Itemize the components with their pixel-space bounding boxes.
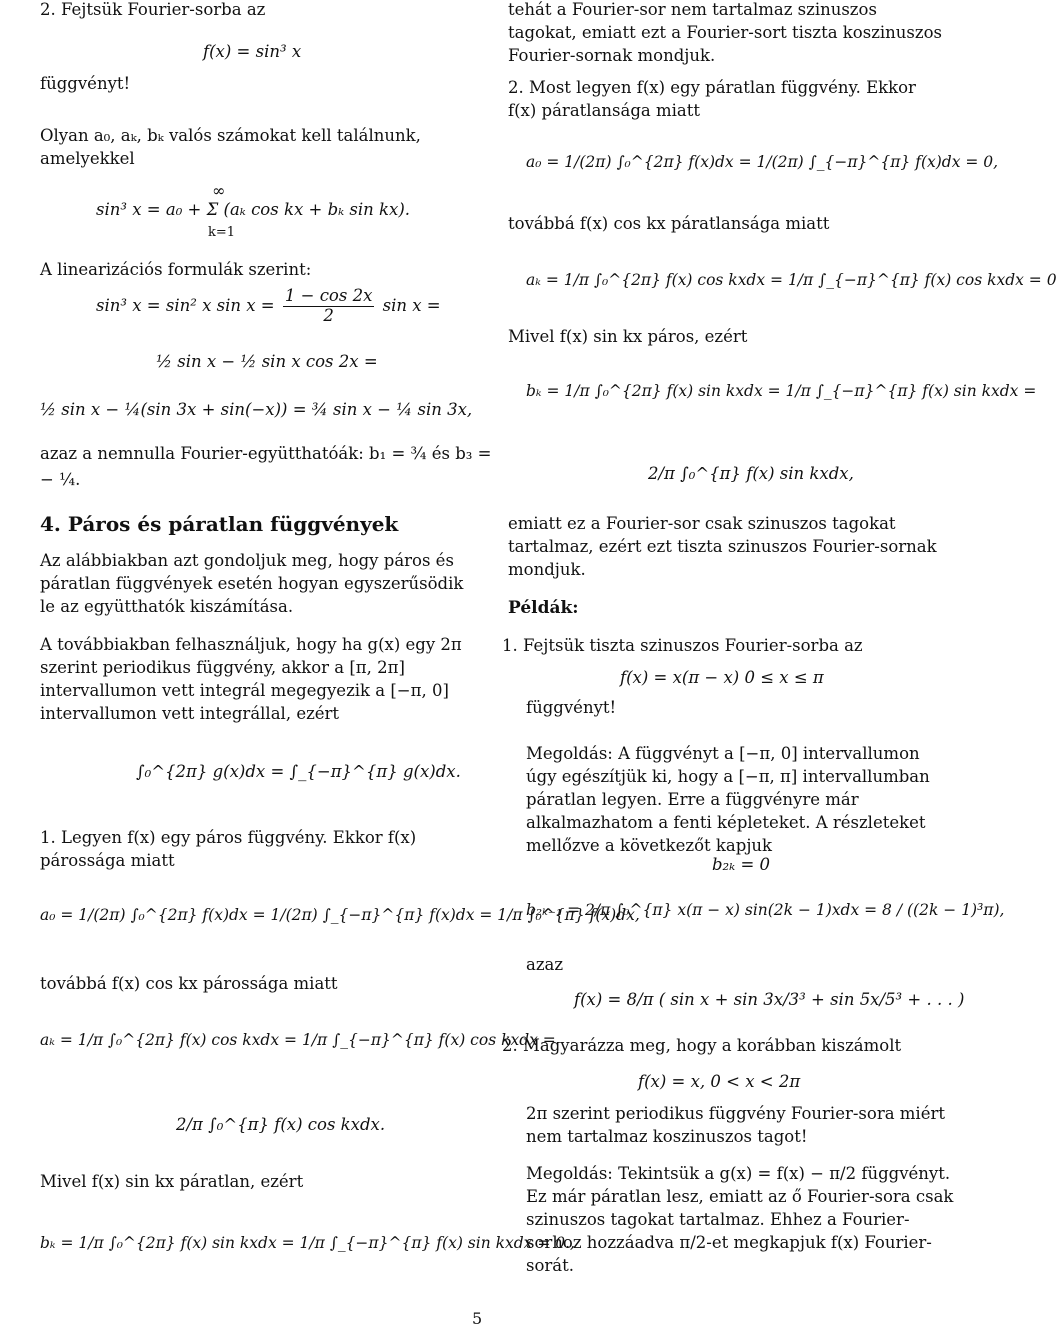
azaz-line1: azaz a nemnulla Fourier-együtthatóák: b₁ = ¾ és b₃ = <box>40 444 492 463</box>
eq-even-ak-1: aₖ = 1/π ∫₀^{2π} f(x) cos kxdx = 1/π ∫_{−π}^{π} f(x) cos kxdx = <box>40 1031 556 1049</box>
tovabba-even-text: továbbá f(x) cos kx párossága miatt <box>40 974 338 993</box>
eq-f-sin3: f(x) = sin³ x <box>203 42 302 61</box>
eq-line2: ½ sin x − ½ sin x cos 2x = <box>156 352 378 371</box>
sum-lower-limit: k=1 <box>208 225 236 240</box>
olyan-paragraph: Olyan a₀, aₖ, bₖ valós számokat kell találnunk, amelyekkel <box>40 126 421 169</box>
eq-odd-a0: a₀ = 1/(2π) ∫₀^{2π} f(x)dx = 1/(2π) ∫_{−π}^{π} f(x)dx = 0, <box>526 153 999 171</box>
eq-g-integral: ∫₀^{2π} g(x)dx = ∫_{−π}^{π} g(x)dx. <box>136 762 461 781</box>
megoldas1-paragraph: Megoldás: A függvényt a [−π, 0] intervallumon úgy egészítjük ki, hogy a [−π, π] intervallumban páratlan legyen. Erre a függvényre már alkalmazhatom a fenti képleteket. A részleteket mellőzve a következőt kapjuk <box>526 744 930 856</box>
eq-odd-bk-2: 2/π ∫₀^{π} f(x) sin kxdx, <box>648 464 854 483</box>
tovabba-odd-text: továbbá f(x) cos kx páratlansága miatt <box>508 214 830 233</box>
eq-line1-part-a: sin³ x = sin² x sin x = <box>96 295 275 315</box>
eq-even-bk: bₖ = 1/π ∫₀^{2π} f(x) sin kxdx = 1/π ∫_{−π}^{π} f(x) sin kxdx = 0., <box>40 1234 575 1252</box>
page-number: 5 <box>472 1309 483 1328</box>
linearizacio-text: A linearizációs formulák szerint: <box>40 260 312 279</box>
even-intro-paragraph: 1. Legyen f(x) egy páros függvény. Ekkor f(x) párossága miatt <box>40 828 417 871</box>
odd-intro-paragraph: 2. Most legyen f(x) egy páratlan függvény. Ekkor f(x) páratlansága miatt <box>508 78 916 121</box>
eq-even-ak-2: 2/π ∫₀^{π} f(x) cos kxdx. <box>176 1115 386 1134</box>
eq-line1 <box>96 287 441 326</box>
eq-odd-bk-1: bₖ = 1/π ∫₀^{2π} f(x) sin kxdx = 1/π ∫_{−π}^{π} f(x) sin kxdx = <box>526 382 1037 400</box>
example2-text: 2. Magyarázza meg, hogy a korábban kiszámolt <box>502 1036 902 1055</box>
eq-example1: f(x) = x(π − x) 0 ≤ x ≤ π <box>620 668 824 687</box>
eq-line1-denominator: 2 <box>323 305 334 325</box>
megoldas2-paragraph: Megoldás: Tekintsük a g(x) = f(x) − π/2 függvényt. Ez már páratlan lesz, emiatt az ő Fourier-sora csak szinuszos tagokat tartalmaz. Ehhez a Fourier-sorhoz hozzáadva π/2-et megkapjuk f(x) Fourier-sorát. <box>526 1164 954 1276</box>
eq-fx-series: f(x) = 8/π ( sin x + sin 3x/3³ + sin 5x/5³ + . . . ) <box>574 990 965 1009</box>
example1-text: 1. Fejtsük tiszta szinuszos Fourier-sorba az <box>502 636 863 655</box>
eq-even-a0: a₀ = 1/(2π) ∫₀^{2π} f(x)dx = 1/(2π) ∫_{−π}^{π} f(x)dx = 1/π ∫₀^{π} f(x)dx, <box>40 906 640 924</box>
examples-title: Példák: <box>508 598 579 618</box>
intro-paragraph: Az alábbiakban azt gondoljuk meg, hogy páros és páratlan függvények esetén hogyan egyszerűsödik le az együtthatók kiszámítása. <box>40 551 464 617</box>
mivel-even-text: Mivel f(x) sin kx páros, ezért <box>508 327 748 346</box>
eq-odd-ak: aₖ = 1/π ∫₀^{2π} f(x) cos kxdx = 1/π ∫_{−π}^{π} f(x) cos kxdx = 0 <box>526 271 1057 289</box>
fuggvenyt2-text: függvényt! <box>526 698 617 717</box>
task2-intro: 2. Fejtsük Fourier-sorba az <box>40 0 266 19</box>
eq-b2k: b₂ₖ = 0 <box>712 855 771 874</box>
eq-line3: ½ sin x − ¼(sin 3x + sin(−x)) = ¾ sin x − ¼ sin 3x, <box>40 400 473 419</box>
mivel-odd-text: Mivel f(x) sin kx páratlan, ezért <box>40 1172 304 1191</box>
azaz-text: azaz <box>526 955 564 974</box>
eq-series: sin³ x = a₀ + Σ (aₖ cos kx + bₖ sin kx). <box>96 200 410 219</box>
example2-paragraph: 2π szerint periodikus függvény Fourier-sora miért nem tartalmaz koszinuszos tagot! <box>526 1104 945 1147</box>
eq-line1-numerator: 1 − cos 2x <box>284 286 373 305</box>
eq-example2: f(x) = x, 0 < x < 2π <box>638 1072 801 1091</box>
sin-only-paragraph: emiatt ez a Fourier-sor csak szinuszos tagokat tartalmaz, ezért ezt tiszta szinuszos Fourier-sornak mondjuk. <box>508 514 937 580</box>
section-title: 4. Páros és páratlan függvények <box>40 512 399 536</box>
eq-b2k1: b₂ₖ₋₁ = 2/π ∫₀^{π} x(π − x) sin(2k − 1)xdx = 8 / ((2k − 1)³π), <box>526 901 1005 919</box>
cos-only-paragraph: tehát a Fourier-sor nem tartalmaz szinuszos tagokat, emiatt ezt a Fourier-sort tiszta koszinuszos Fourier-sornak mondjuk. <box>508 0 942 66</box>
eq-line1-fraction <box>283 287 375 326</box>
eq-line1-part-b: sin x = <box>382 295 441 315</box>
azaz-line2: − ¼. <box>40 470 81 489</box>
periodic-paragraph: A továbbiakban felhasználjuk, hogy ha g(x) egy 2π szerint periodikus függvény, akkor a [π, 2π] intervallumon vett integrál megegyezik a [−π, 0] intervallumon vett integrállal, ezért <box>40 635 462 724</box>
fuggvenyt-text: függvényt! <box>40 74 131 93</box>
sum-upper-limit: ∞ <box>212 181 226 200</box>
